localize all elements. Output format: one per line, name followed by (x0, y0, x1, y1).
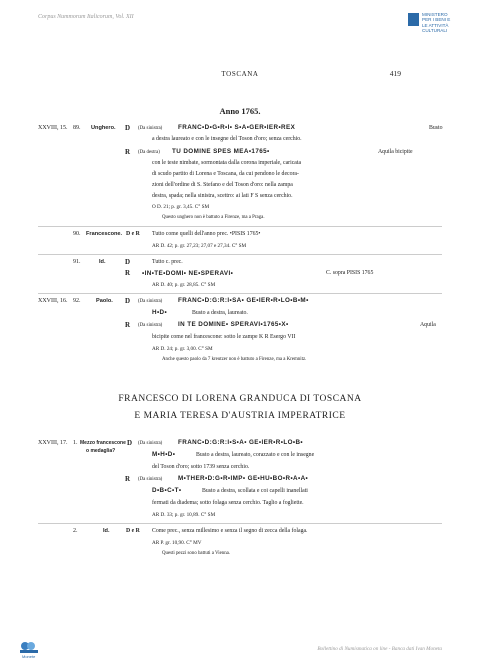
ministry-logo-text: MINISTERO PER I BENI E LE ATTIVITÀ CULTURALI (422, 12, 451, 33)
entry-number: 2. (73, 528, 78, 534)
divider (38, 254, 442, 255)
section-title-line-2: E MARIA TERESA D'AUSTRIA IMPERATRICE (134, 411, 346, 421)
entry-number: 89. (73, 125, 81, 131)
text-line: Busto a destra, laureato. (192, 310, 248, 316)
year-heading: Anno 1765. (219, 106, 261, 116)
footnote: Anche questo paolo da 7 kreutzer non è battuto a Firenze, ma a Kremnitz. (162, 357, 307, 362)
text-line: di scudo partito di Lorena e Toscana, da cui pendono le decora- (152, 171, 299, 177)
obverse-legend: H•D• (152, 309, 168, 316)
text-line: Tutto come quelli dell'anno prec. •PISIS 1765• (152, 231, 261, 237)
coin-name-alt: o medaglia? (86, 448, 116, 454)
coin-name: Unghero. (91, 125, 116, 131)
entry-number: 91. (73, 259, 81, 265)
text-line: Come prec., senza millesimo e senza il segno di zecca della folaga. (152, 528, 308, 534)
footer-text: Bollettino di Numismatica on line - Banca dati Ivan Moneta (317, 646, 442, 652)
direction-note: (Da sinistra) (138, 441, 163, 446)
divider (38, 523, 442, 524)
sides-marker: D e R (126, 528, 140, 534)
text-line: Busto a destra, scollata e coi capelli inanellati (202, 488, 308, 494)
divider (38, 293, 442, 294)
obverse-legend: FRANC•D:G:R:I•S•A• GE•IER•R•LO•B• (178, 439, 304, 446)
reverse-marker: R (125, 321, 131, 329)
footnote: Questo unghero non è battuto a Firenze, ma a Praga. (162, 215, 265, 220)
coin-name: Francescone. (86, 231, 123, 237)
page-number: 419 (389, 69, 401, 78)
specimen-data: AR D. 40; p. gr. 28,85. C° SM (152, 282, 216, 288)
text-line: destra, spada; nella sinistra, scettro: ai lati F S senza cerchio. (152, 193, 293, 199)
entry-number: 90. (73, 231, 81, 237)
reverse-marker: R (125, 475, 131, 483)
direction-note: (Da sinistra) (138, 323, 163, 328)
plate-ref: XXVIII, 16. (38, 298, 68, 304)
coin-name: Paolo. (96, 298, 113, 304)
entry-number: 1. (73, 440, 78, 446)
running-title: TOSCANA (221, 70, 259, 78)
obverse-marker: D (125, 258, 131, 266)
ministry-logo-icon (408, 13, 419, 26)
obverse-legend: M•H•D• (152, 451, 176, 458)
coin-name: Id. (103, 528, 110, 534)
specimen-data: O D. 21; p. gr. 3,45. C° SM (152, 204, 210, 210)
section-title-line-1: FRANCESCO DI LORENA GRANDUCA DI TOSCANA (118, 394, 362, 404)
obverse-legend: FRANC•D•G•R•I• S•A•GER•IER•REX (178, 124, 296, 131)
reverse-legend: D•B•C•T• (152, 487, 182, 494)
footnote: Questi pezzi sono battuti a Vienna. (162, 551, 231, 556)
plate-ref: XXVIII, 15. (38, 125, 68, 131)
monete-logo-text: Monete (22, 654, 36, 659)
text-line: Aquila (420, 322, 436, 328)
coin-name: Mezzo francescone (80, 440, 126, 446)
reverse-legend: TU DOMINE SPES MEA•1765• (172, 148, 270, 155)
obverse-legend: FRANC•D:G:R:I•SA• GE•IER•R•LO•B•M• (178, 297, 309, 304)
direction-note: (Da sinistra) (138, 299, 163, 304)
plate-ref: XXVIII, 17. (38, 440, 68, 446)
sides-marker: D e R (126, 231, 140, 237)
text-line: Tutto c. prec. (152, 259, 183, 265)
text-line: a destra laureato e con le insegne del Toson d'oro; senza cerchio. (152, 136, 302, 142)
reverse-marker: R (125, 269, 131, 277)
text-line: con le teste nimbate, sormontata dalla corona imperiale, caricata (152, 160, 302, 166)
text-line: del Toson d'oro; sotto 1739 senza cerchio. (152, 464, 250, 470)
specimen-data: AR D. 42; p. gr. 27,23; 27,07 e 27,34. C° SM (152, 243, 247, 249)
specimen-data: AR D. 24; p. gr. 3,00. C° SM (152, 346, 213, 352)
obverse-marker: D (125, 297, 131, 305)
specimen-data: AR P. gr. 10,90. C° MV (152, 540, 202, 546)
specimen-data: AR D. 33; p. gr. 10,89. C° SM (152, 512, 216, 518)
obverse-marker: D (125, 124, 131, 132)
text-line: Busto a destra, laureato, corazzato e con le insegne (196, 452, 315, 458)
text-line: zioni dell'ordine di S. Stefano e del Toson d'oro: nella zampa (152, 182, 293, 188)
reverse-legend: M•THER•D:G•R•IMP• GE•HU•BO•R•A•A• (178, 475, 309, 482)
direction-note: (Da sinistra) (138, 477, 163, 482)
reverse-marker: R (125, 148, 131, 156)
monete-logo-icon (20, 640, 38, 652)
text-line: bicipite come nel francescone: sotto le zampe K R Esergo VII (152, 334, 296, 340)
divider (38, 226, 442, 227)
coin-name: Id. (99, 259, 106, 265)
entry-number: 92. (73, 298, 81, 304)
text-line: fermati da diadema; sotto folaga senza cerchio. Taglio a fogliette. (152, 500, 304, 506)
direction-note: (Da destra) (138, 150, 160, 155)
text-line: C. sopra PISIS 1765 (326, 270, 374, 276)
text-line: Busto (429, 125, 443, 131)
direction-note: (Da sinistra) (138, 126, 163, 131)
text-line: Aquila bicipite (378, 149, 413, 155)
reverse-legend: IN TE DOMINE• SPERAVI•1765•X• (178, 321, 289, 328)
reverse-legend: •IN•TE•DOMI• NE•SPERAVI• (142, 270, 234, 277)
series-header: Corpus Nummorum Italicorum, Vol. XII (38, 14, 134, 20)
obverse-marker: D (127, 439, 133, 447)
